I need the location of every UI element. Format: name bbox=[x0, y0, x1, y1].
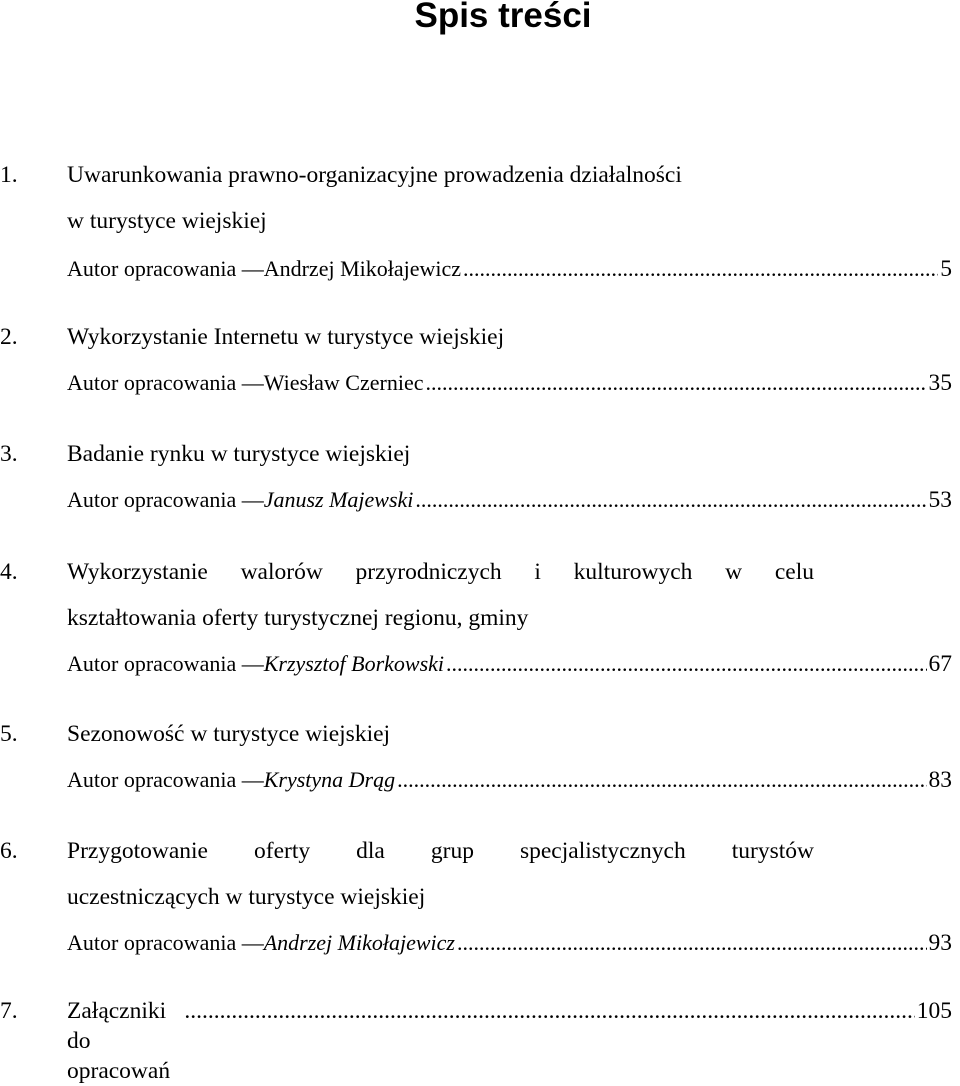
toc-entry-5[interactable] bbox=[0, 719, 960, 749]
toc-entry-title-line-1: Załączniki do opracowań bbox=[67, 998, 171, 1084]
toc-entry-2[interactable] bbox=[0, 322, 960, 352]
author-prefix: Autor opracowania — bbox=[67, 256, 264, 281]
dot-leader bbox=[463, 254, 938, 284]
dot-leader bbox=[184, 996, 914, 1026]
page-number: 93 bbox=[928, 930, 952, 956]
toc-entry-title-line-1: Badanie rynku w turystyce wiejskiej bbox=[67, 441, 411, 467]
author-name: Andrzej Mikołajewicz bbox=[263, 256, 462, 281]
dot-leader bbox=[457, 928, 927, 958]
dot-leader bbox=[397, 765, 926, 795]
toc-entry-number: 3. bbox=[0, 441, 18, 467]
toc-entry-number: 7. bbox=[0, 998, 18, 1024]
toc-entry-number: 5. bbox=[0, 721, 18, 747]
dot-leader bbox=[446, 649, 926, 679]
author-prefix: Autor opracowania — bbox=[67, 930, 264, 955]
author-name: Krzysztof Borkowski bbox=[263, 651, 445, 676]
toc-entry-title-line-2: w turystyce wiejskiej bbox=[67, 208, 267, 234]
toc-entry-author-row[interactable] bbox=[67, 254, 952, 284]
author-name: Krystyna Drąg bbox=[263, 767, 396, 792]
author-prefix: Autor opracowania — bbox=[67, 651, 264, 676]
toc-entry-title-line-1: Przygotowanie oferty dla grup specjalistycznych turystów bbox=[67, 838, 814, 864]
toc-entry-number: 6. bbox=[0, 838, 18, 864]
toc-entry-author-row[interactable] bbox=[67, 928, 952, 958]
dot-leader bbox=[415, 485, 926, 515]
toc-entry-number: 1. bbox=[0, 162, 18, 188]
page-number: 35 bbox=[928, 370, 952, 396]
page-number: 67 bbox=[928, 651, 952, 677]
author-name: Wiesław Czerniec bbox=[263, 370, 424, 395]
page-title: Spis treści bbox=[414, 0, 592, 35]
toc-entry-6[interactable] bbox=[0, 836, 960, 866]
author-prefix: Autor opracowania — bbox=[67, 487, 264, 512]
toc-entry-title-line-1: Uwarunkowania prawno-organizacyjne prowadzenia działalności bbox=[67, 162, 682, 188]
toc-entry-3[interactable] bbox=[0, 439, 960, 469]
toc-entry-title-line-1: Sezonowość w turystyce wiejskiej bbox=[67, 721, 391, 747]
toc-entry-author-row[interactable] bbox=[67, 485, 952, 515]
page-number: 83 bbox=[928, 767, 952, 793]
toc-entry-title-line-1: Wykorzystanie Internetu w turystyce wiejskiej bbox=[67, 324, 505, 350]
toc-entry-number: 4. bbox=[0, 559, 18, 585]
author-prefix: Autor opracowania — bbox=[67, 767, 264, 792]
author-name: Andrzej Mikołajewicz bbox=[263, 930, 455, 955]
dot-leader bbox=[425, 368, 926, 398]
toc-entry-number: 2. bbox=[0, 324, 18, 350]
toc-entry-4[interactable] bbox=[0, 557, 960, 587]
toc-entry-title-line-2: kształtowania oferty turystycznej regionu, gminy bbox=[67, 605, 529, 631]
toc-entry-author-row[interactable] bbox=[67, 368, 952, 398]
toc-entry-7-row[interactable] bbox=[67, 996, 952, 1084]
toc-entry-author-row[interactable] bbox=[67, 765, 952, 795]
page-number: 105 bbox=[916, 998, 952, 1024]
toc-entry-1[interactable] bbox=[0, 160, 960, 190]
author-name: Janusz Majewski bbox=[263, 487, 414, 512]
page-number: 53 bbox=[928, 487, 952, 513]
author-prefix: Autor opracowania — bbox=[67, 370, 264, 395]
page-number: 5 bbox=[940, 256, 952, 282]
toc-entry-author-row[interactable] bbox=[67, 649, 952, 679]
toc-entry-title-line-1: Wykorzystanie walorów przyrodniczych i kulturowych w celu bbox=[67, 559, 814, 585]
toc-entry-title-line-2: uczestniczących w turystyce wiejskiej bbox=[67, 884, 426, 910]
